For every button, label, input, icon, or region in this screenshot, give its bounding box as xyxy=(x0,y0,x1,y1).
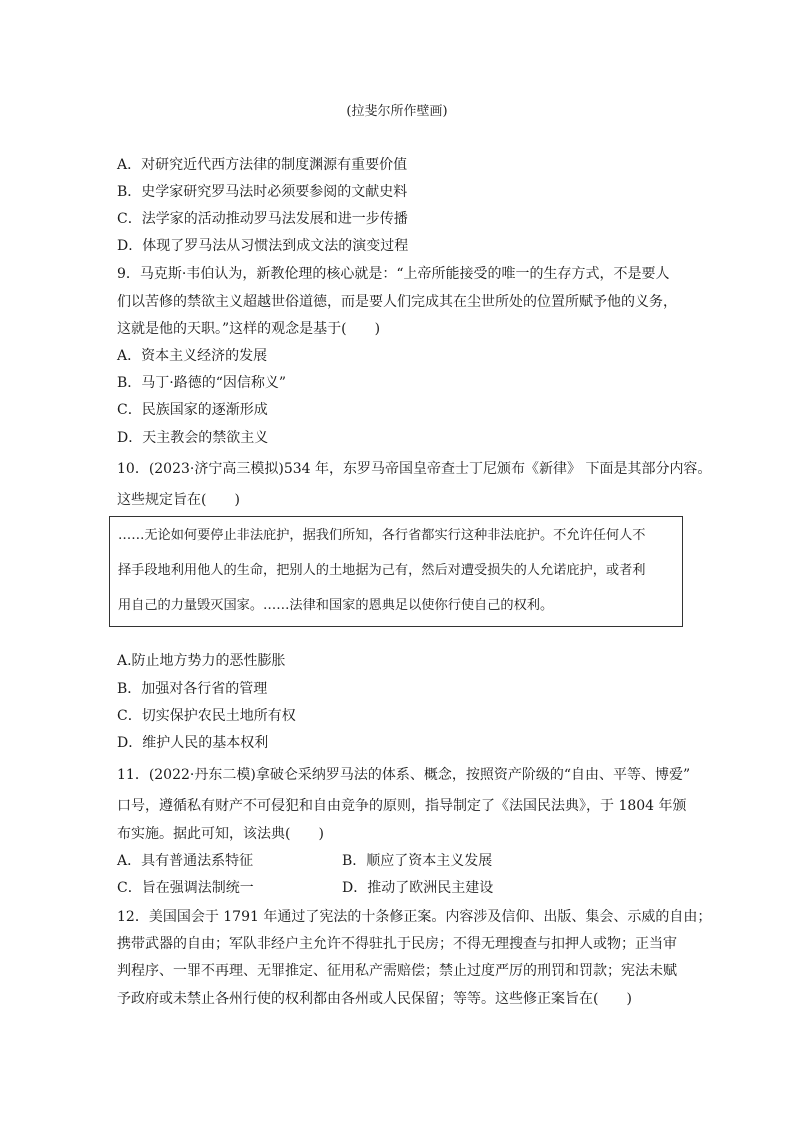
q8-option-c: C．法学家的活动推动罗马法发展和进一步传播 xyxy=(117,211,408,227)
q8-option-d: D．体现了罗马法从习惯法到成文法的演变过程 xyxy=(117,238,409,254)
q11-stem-line-3: 布实施。据此可知，该法典( ) xyxy=(117,826,324,842)
q11-option-a: A．具有普通法系特征 xyxy=(117,853,254,869)
q8-option-b: B．史学家研究罗马法时必须要参阅的文献史料 xyxy=(117,184,408,200)
q10-option-d: D．维护人民的基本权利 xyxy=(117,735,269,751)
q10-quote-line-1: ……无论如何要停止非法庇护，据我们所知，各行省都实行这种非法庇护。不允许任何人不 xyxy=(118,528,646,543)
q11-option-d: D．推动了欧洲民主建设 xyxy=(342,880,494,896)
q12-stem-line-1: 12．美国国会于 1791 年通过了宪法的十条修正案。内容涉及信仰、出版、集会、示威的自由； xyxy=(117,909,712,925)
q10-stem-line-1: 10．(2023·济宁高三模拟)534 年，东罗马帝国皇帝查士丁尼颁布《新律》 下面是其部分内容。 xyxy=(117,461,712,477)
q9-option-c: C．民族国家的逐渐形成 xyxy=(117,402,268,418)
q9-stem-line-1: 9．马克斯·韦伯认为，新教伦理的核心就是：“上帝所能接受的唯一的生存方式，不是要人 xyxy=(117,266,670,282)
q11-option-c: C．旨在强调法制统一 xyxy=(117,880,254,896)
q11-option-b: B．顺应了资本主义发展 xyxy=(342,853,493,869)
q10-option-a: A.防止地方势力的恶性膨胀 xyxy=(117,653,286,669)
q9-stem-line-2: 们以苦修的禁欲主义超越世俗道德，而是要人们完成其在尘世所处的位置所赋予他的义务， xyxy=(117,294,677,310)
q10-source-quote-box xyxy=(109,516,683,627)
q8-option-a: A．对研究近代西方法律的制度渊源有重要价值 xyxy=(117,157,408,173)
q10-quote-line-2: 择手段地利用他人的生命，把别人的土地据为己有，然后对遭受损失的人允诺庇护，或者利 xyxy=(118,563,646,578)
q11-stem-line-2: 口号，遵循私有财产不可侵犯和自由竞争的原则，指导制定了《法国民法典》，于 1804 年颁 xyxy=(117,798,687,814)
q12-stem-line-4: 予政府或未禁止各州行使的权利都由各州或人民保留；等等。这些修正案旨在( ) xyxy=(117,991,632,1007)
q9-option-a: A．资本主义经济的发展 xyxy=(117,348,268,364)
q10-stem-line-2: 这些规定旨在( ) xyxy=(117,492,240,508)
figure-caption: (拉斐尔所作壁画) xyxy=(346,104,448,119)
q10-option-b: B．加强对各行省的管理 xyxy=(117,681,268,697)
q9-option-d: D．天主教会的禁欲主义 xyxy=(117,430,269,446)
q12-stem-line-2: 携带武器的自由；军队非经户主允许不得驻扎于民房；不得无理搜查与扣押人或物；正当审 xyxy=(117,936,677,952)
q9-stem-line-3: 这就是他的天职。”这样的观念是基于( ) xyxy=(117,321,381,337)
q9-option-b: B．马丁·路德的“因信称义” xyxy=(117,375,287,391)
q10-quote-line-3: 用自己的力量毁灭国家。……法律和国家的恩典足以使你行使自己的权利。 xyxy=(118,598,554,613)
q11-stem-line-1: 11．(2022·丹东二模)拿破仑采纳罗马法的体系、概念，按照资产阶级的“自由、平等、博爱” xyxy=(117,767,691,783)
q12-stem-line-3: 判程序、一罪不再理、无罪推定、征用私产需赔偿；禁止过度严厉的刑罚和罚款；宪法未赋 xyxy=(117,963,677,979)
q10-option-c: C．切实保护农民土地所有权 xyxy=(117,708,296,724)
